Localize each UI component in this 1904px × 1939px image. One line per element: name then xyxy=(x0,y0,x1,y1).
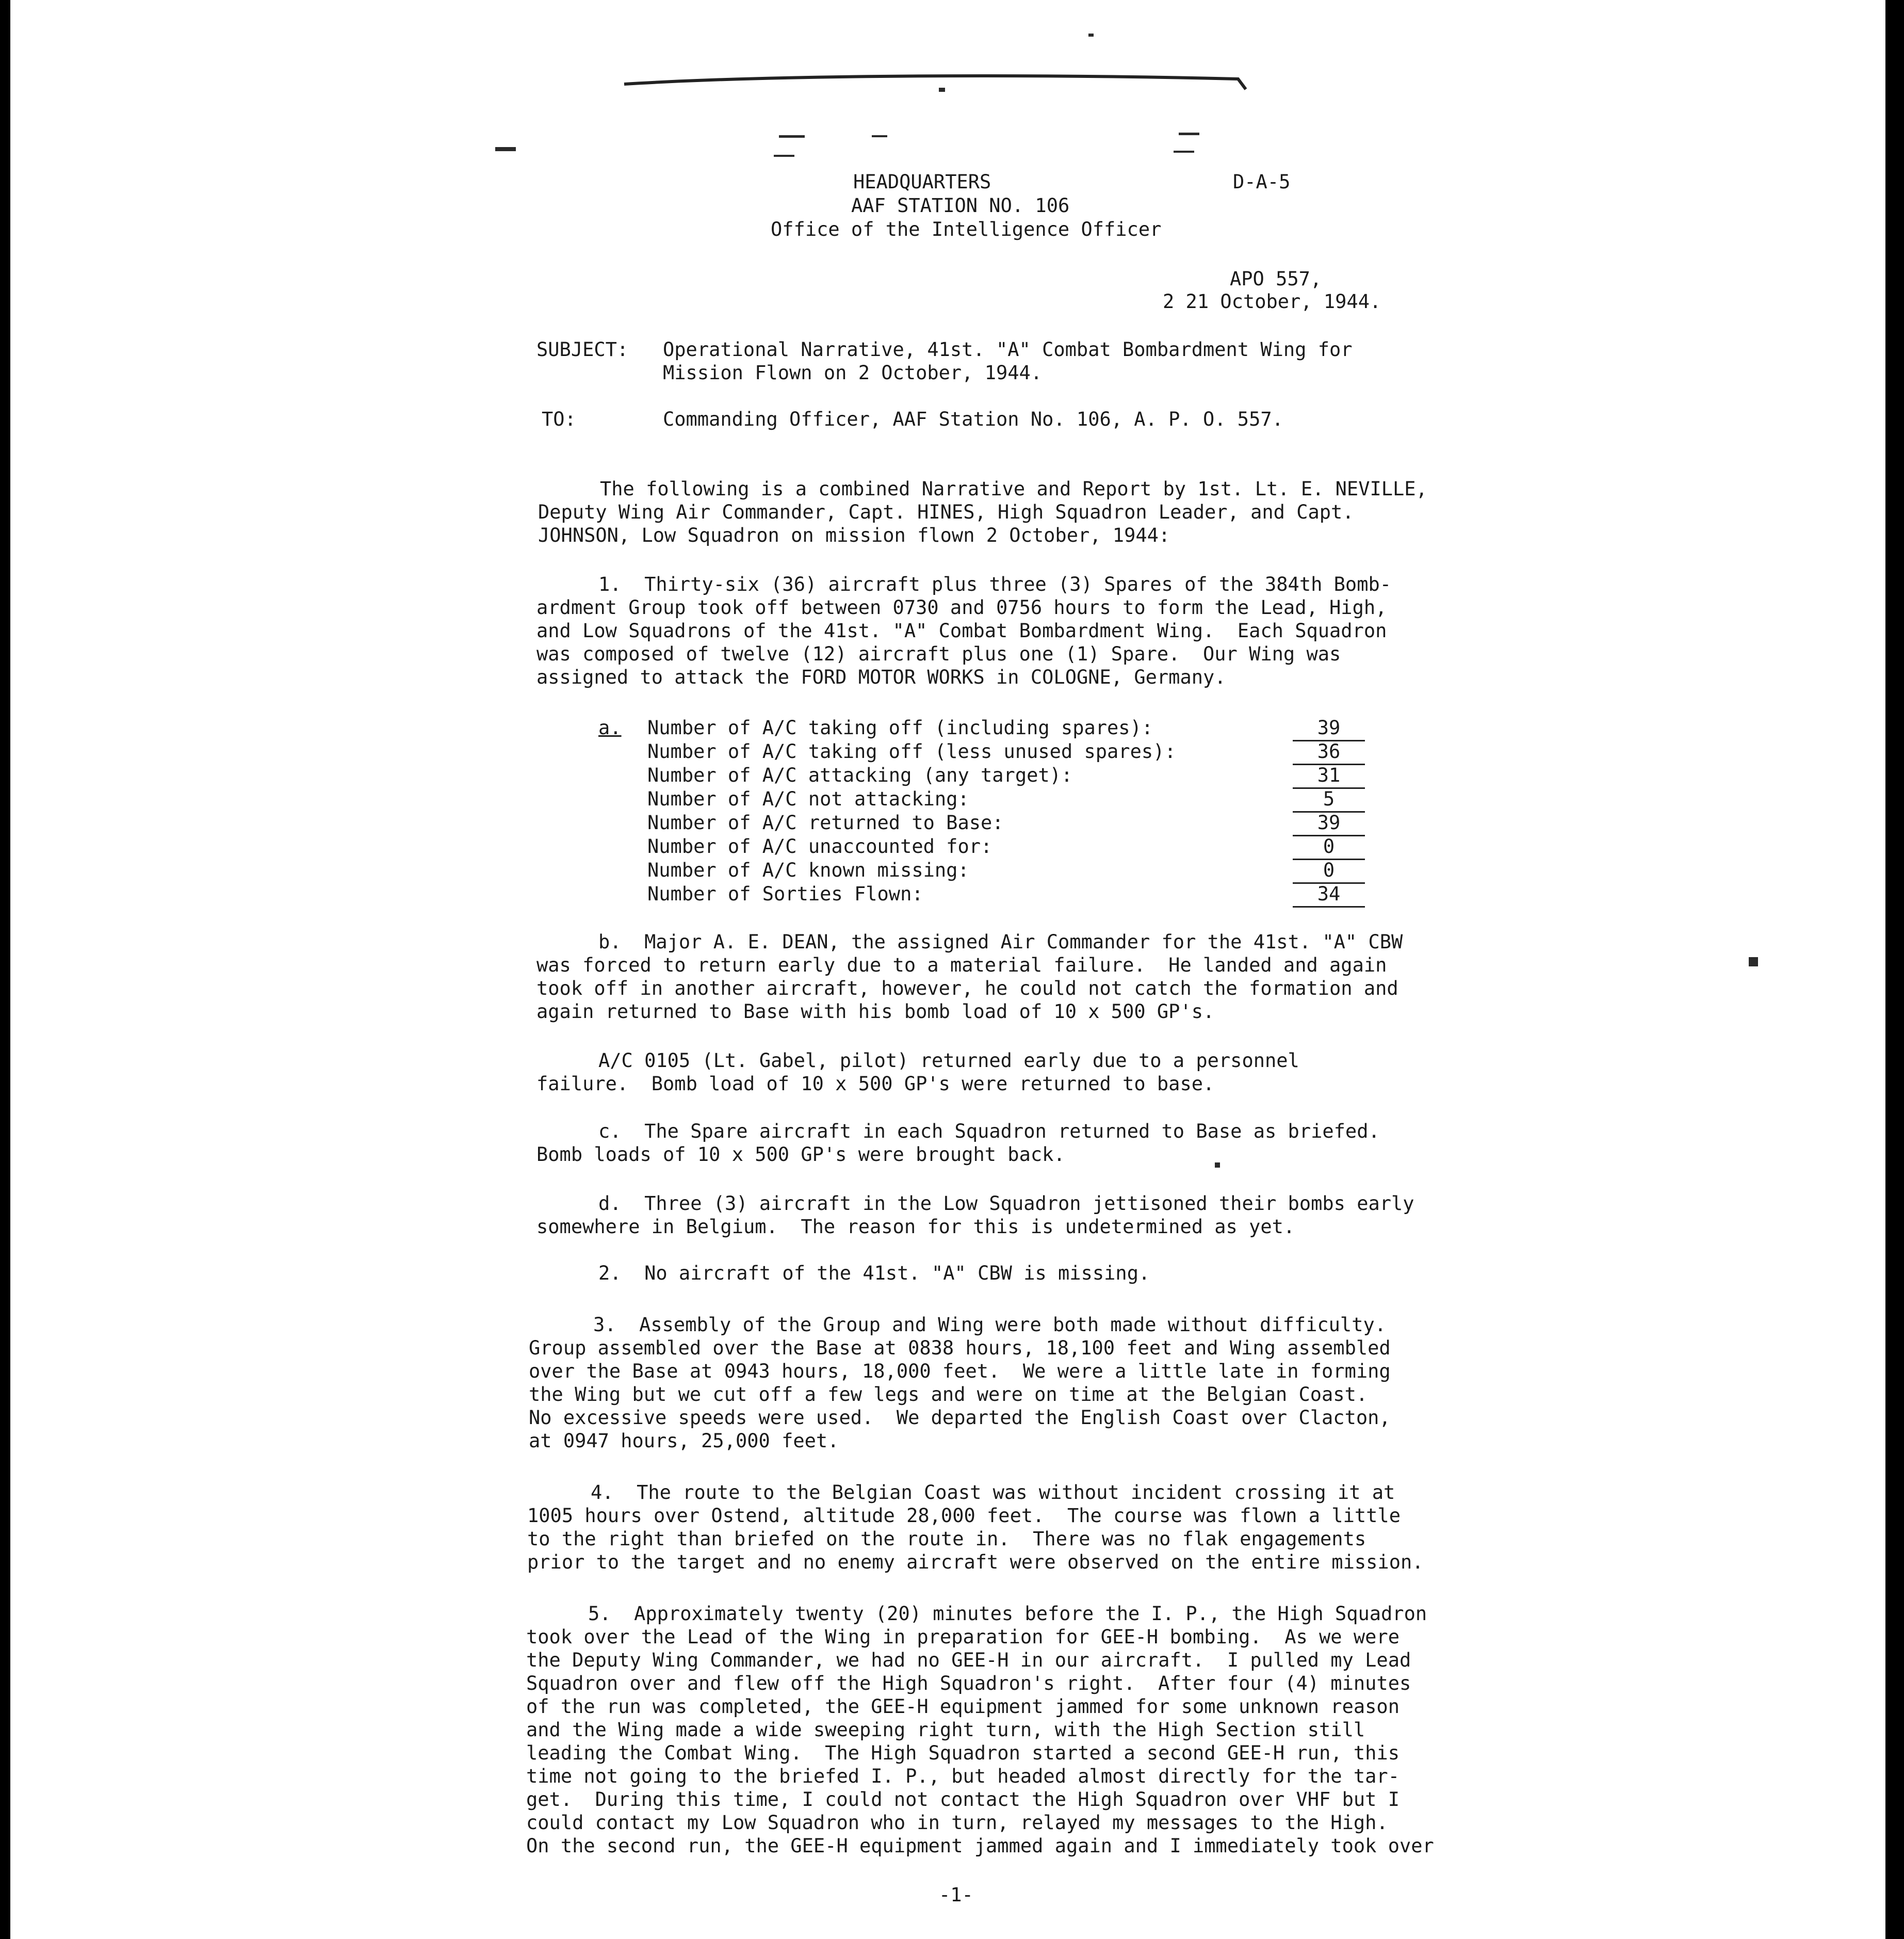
paragraph-line: 4. The route to the Belgian Coast was without incident crossing it at xyxy=(591,1481,1395,1504)
scan-mark xyxy=(1174,151,1194,153)
paragraph-line: prior to the target and no enemy aircraft were observed on the entire mission. xyxy=(527,1551,1424,1573)
page-number: -1- xyxy=(939,1884,973,1906)
intro-line: The following is a combined Narrative and Report by 1st. Lt. E. NEVILLE, xyxy=(600,478,1427,500)
date-line: 2 21 October, 1944. xyxy=(1163,290,1381,313)
paragraph-line: took over the Lead of the Wing in preparation for GEE-H bombing. As we were xyxy=(526,1626,1399,1648)
stats-row-label: Number of A/C returned to Base: xyxy=(647,812,1004,834)
paragraph-line: assigned to attack the FORD MOTOR WORKS in COLOGNE, Germany. xyxy=(536,666,1226,688)
paragraph-line: the Deputy Wing Commander, we had no GEE-H in our aircraft. I pulled my Lead xyxy=(526,1649,1411,1671)
stats-row-label: Number of A/C unaccounted for: xyxy=(647,835,992,858)
intro-line: JOHNSON, Low Squadron on mission flown 2 October, 1944: xyxy=(538,524,1170,546)
paragraph-line: Group assembled over the Base at 0838 hours, 18,100 feet and Wing assembled xyxy=(529,1337,1391,1359)
paragraph-line: at 0947 hours, 25,000 feet. xyxy=(529,1430,839,1452)
document-code: D-A-5 xyxy=(1233,171,1291,193)
header-title: HEADQUARTERS xyxy=(853,171,991,193)
scan-edge-left xyxy=(0,0,10,1939)
scan-mark xyxy=(1088,34,1094,37)
stats-row-value: 36 xyxy=(1293,740,1365,765)
paragraph-line: somewhere in Belgium. The reason for this is undetermined as yet. xyxy=(536,1216,1295,1238)
paragraph-line: 1. Thirty-six (36) aircraft plus three (3) Spares of the 384th Bomb- xyxy=(598,573,1392,595)
paragraph-line: to the right than briefed on the route in. There was no flak engagements xyxy=(527,1528,1366,1550)
paragraph-line: 2. No aircraft of the 41st. "A" CBW is missing. xyxy=(598,1262,1150,1284)
paragraph-line: No excessive speeds were used. We departed the English Coast over Clacton, xyxy=(529,1407,1391,1429)
stats-row-label: Number of A/C known missing: xyxy=(647,859,969,881)
paragraph-line: was forced to return early due to a material failure. He landed and again xyxy=(536,954,1387,976)
stats-marker: a. xyxy=(598,717,622,739)
scan-mark xyxy=(1179,133,1199,135)
paragraph-line: Bomb loads of 10 x 500 GP's were brought back. xyxy=(536,1143,1065,1166)
subject-label: SUBJECT: xyxy=(536,338,629,361)
paragraph-line: Squadron over and flew off the High Squadron's right. After four (4) minutes xyxy=(526,1672,1411,1694)
stats-row-value: 39 xyxy=(1293,811,1365,836)
paragraph-line: and the Wing made a wide sweeping right turn, with the High Section still xyxy=(526,1719,1365,1741)
stats-row-label: Number of A/C not attacking: xyxy=(647,788,969,810)
stats-row-value: 31 xyxy=(1293,764,1365,789)
paragraph-line: failure. Bomb load of 10 x 500 GP's were returned to base. xyxy=(536,1073,1215,1095)
paragraph-line: ardment Group took off between 0730 and 0756 hours to form the Lead, High, xyxy=(536,596,1387,619)
paragraph-line: 3. Assembly of the Group and Wing were both made without difficulty. xyxy=(593,1314,1387,1336)
stats-row-value: 0 xyxy=(1293,835,1365,860)
stats-row-value: 39 xyxy=(1293,716,1365,741)
paragraph-line: 1005 hours over Ostend, altitude 28,000 feet. The course was flown a little xyxy=(527,1505,1401,1527)
paragraph-line: could contact my Low Squadron who in turn, relayed my messages to the High. xyxy=(526,1812,1388,1834)
scan-mark xyxy=(779,135,805,138)
scan-mark xyxy=(495,147,516,151)
stats-row-value: 34 xyxy=(1293,882,1365,908)
subject-line-2: Mission Flown on 2 October, 1944. xyxy=(663,362,1043,384)
intro-line: Deputy Wing Air Commander, Capt. HINES, High Squadron Leader, and Capt. xyxy=(538,501,1354,523)
paragraph-line: time not going to the briefed I. P., but headed almost directly for the tar- xyxy=(526,1765,1399,1787)
stats-row-label: Number of Sorties Flown: xyxy=(647,883,923,905)
paragraph-line: b. Major A. E. DEAN, the assigned Air Commander for the 41st. "A" CBW xyxy=(598,931,1403,953)
paragraph-line: On the second run, the GEE-H equipment jammed again and I immediately took over xyxy=(526,1835,1434,1857)
paragraph-line: was composed of twelve (12) aircraft plus one (1) Spare. Our Wing was xyxy=(536,643,1341,665)
paragraph-line: again returned to Base with his bomb load of 10 x 500 GP's. xyxy=(536,1000,1215,1023)
scan-mark xyxy=(872,135,887,137)
to-label: TO: xyxy=(542,408,576,430)
scan-edge-right xyxy=(1885,0,1904,1939)
stats-row-label: Number of A/C taking off (less unused spares): xyxy=(647,740,1176,763)
paragraph-line: A/C 0105 (Lt. Gabel, pilot) returned early due to a personnel xyxy=(598,1049,1299,1072)
header-office: Office of the Intelligence Officer xyxy=(771,218,1162,240)
subject-line-1: Operational Narrative, 41st. "A" Combat Bombardment Wing for xyxy=(663,338,1353,361)
scan-mark xyxy=(1215,1162,1220,1168)
paragraph-line: 5. Approximately twenty (20) minutes before the I. P., the High Squadron xyxy=(588,1603,1427,1625)
paragraph-line: took off in another aircraft, however, he could not catch the formation and xyxy=(536,977,1398,999)
scan-mark xyxy=(1749,957,1758,966)
stats-row-value: 5 xyxy=(1293,787,1365,813)
scan-mark xyxy=(939,88,945,92)
paragraph-line: d. Three (3) aircraft in the Low Squadron jettisoned their bombs early xyxy=(598,1192,1414,1215)
paragraph-line: leading the Combat Wing. The High Squadron started a second GEE-H run, this xyxy=(526,1742,1399,1764)
paragraph-line: over the Base at 0943 hours, 18,000 feet. We were a little late in forming xyxy=(529,1360,1391,1382)
to-value: Commanding Officer, AAF Station No. 106, A. P. O. 557. xyxy=(663,408,1283,430)
header-station: AAF STATION NO. 106 xyxy=(851,195,1070,217)
apo-line: APO 557, xyxy=(1230,268,1322,290)
stats-row-value: 0 xyxy=(1293,859,1365,884)
paragraph-line: the Wing but we cut off a few legs and were on time at the Belgian Coast. xyxy=(529,1383,1368,1405)
paragraph-line: c. The Spare aircraft in each Squadron returned to Base as briefed. xyxy=(598,1120,1380,1142)
paragraph-line: of the run was completed, the GEE-H equipment jammed for some unknown reason xyxy=(526,1695,1399,1718)
paragraph-line: and Low Squadrons of the 41st. "A" Combat Bombardment Wing. Each Squadron xyxy=(536,620,1387,642)
stats-row-label: Number of A/C attacking (any target): xyxy=(647,764,1073,786)
scan-mark xyxy=(774,155,794,157)
paragraph-line: get. During this time, I could not contact the High Squadron over VHF but I xyxy=(526,1788,1399,1811)
stats-row-label: Number of A/C taking off (including spares): xyxy=(647,717,1153,739)
